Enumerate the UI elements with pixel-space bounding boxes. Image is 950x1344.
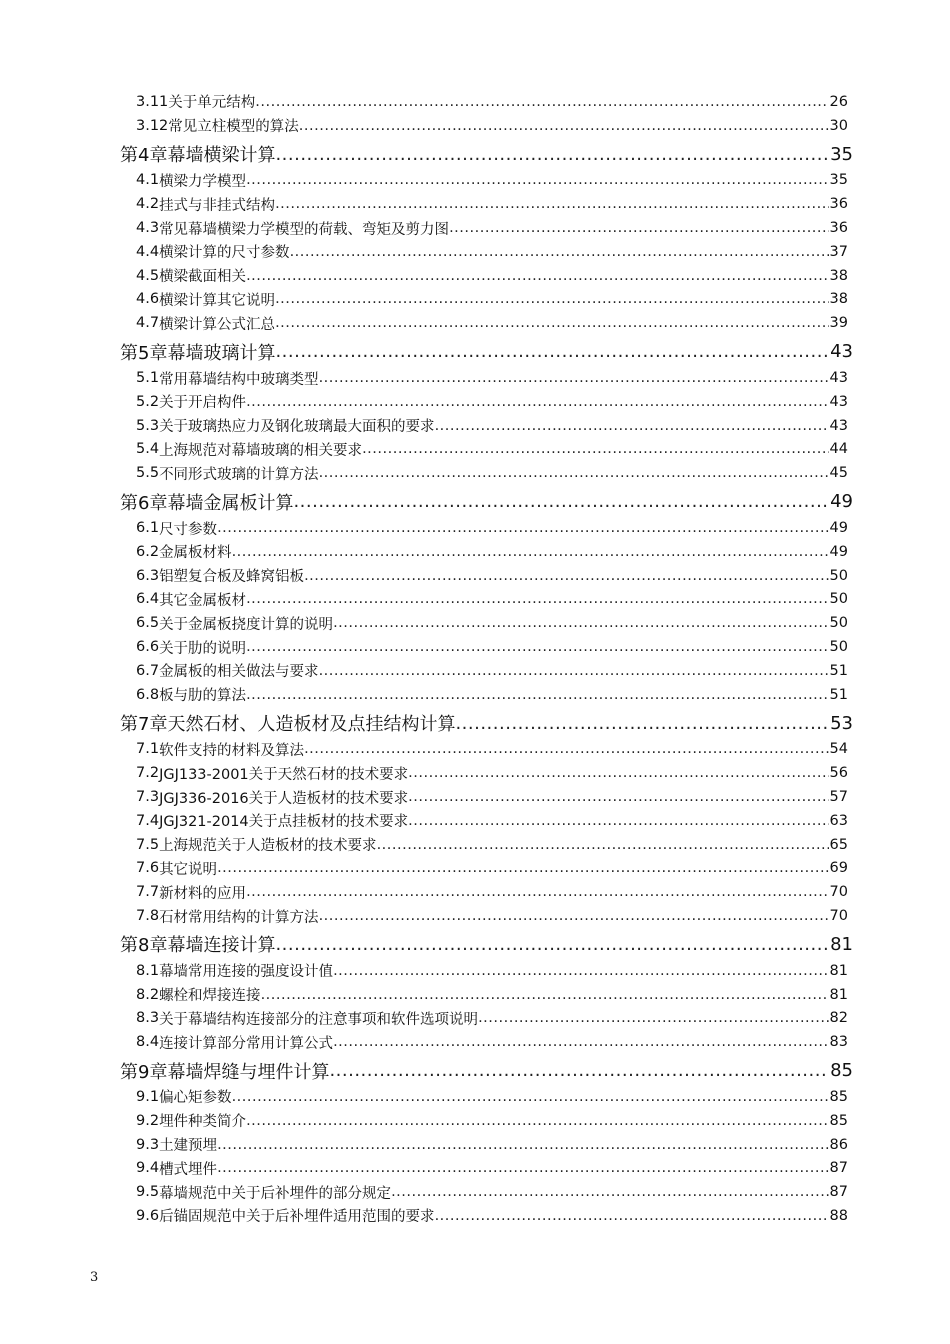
toc-entry-number: 4.6 (136, 291, 160, 308)
toc-dot-leader (304, 741, 828, 757)
toc-entry-title: 常见立柱模型的算法 (168, 119, 299, 136)
toc-section-entry[interactable] (0, 738, 848, 762)
toc-entry-page: 50 (829, 591, 848, 608)
toc-entry-title: JGJ321-2014关于点挂板材的技术要求 (159, 814, 409, 831)
toc-entry-page: 43 (829, 393, 848, 410)
toc-dot-leader (217, 1137, 828, 1153)
toc-section-entry[interactable] (0, 169, 848, 193)
toc-section-entry[interactable] (0, 659, 848, 683)
toc-dot-leader (217, 860, 828, 876)
toc-entry-number: 9.4 (136, 1160, 160, 1177)
toc-entry-page: 69 (829, 860, 848, 877)
toc-entry-number: 4.7 (136, 315, 160, 332)
toc-entry-title: 后锚固规范中关于后补埋件适用范围的要求 (159, 1209, 435, 1226)
toc-entry-number: 9.3 (136, 1136, 160, 1153)
toc-entry-page: 82 (829, 1010, 848, 1027)
toc-chapter-entry[interactable] (0, 928, 853, 959)
toc-section-entry[interactable] (0, 809, 848, 833)
toc-entry-title: 上海规范关于人造板材的技术要求 (159, 838, 377, 855)
toc-section-entry[interactable] (0, 192, 848, 216)
toc-dot-leader (246, 394, 828, 410)
toc-section-entry[interactable] (0, 1007, 848, 1031)
toc-entry-page: 38 (829, 291, 848, 308)
page-number: 3 (90, 1270, 99, 1285)
toc-entry-title: JGJ133-2001关于天然石材的技术要求 (159, 766, 409, 783)
toc-entry-number: 7.6 (136, 860, 160, 877)
toc-entry-number: 8.3 (136, 1010, 160, 1027)
toc-entry-number: 9.1 (136, 1088, 160, 1105)
toc-entry-page: 88 (829, 1207, 848, 1224)
toc-entry-page: 36 (829, 220, 848, 237)
toc-dot-leader (299, 118, 829, 134)
toc-dot-leader (319, 370, 829, 386)
toc-entry-page: 53 (830, 712, 853, 734)
toc-entry-number: 7.8 (136, 908, 160, 924)
toc-entry-number: 6.1 (136, 520, 160, 537)
toc-section-entry[interactable] (0, 1109, 848, 1133)
toc-entry-page: 51 (829, 662, 848, 679)
toc-dot-leader (293, 491, 829, 512)
toc-entry-number: 3.12 (136, 117, 169, 134)
toc-dot-leader (333, 1034, 828, 1050)
toc-dot-leader (391, 1184, 828, 1200)
toc-entry-number: 6.3 (136, 567, 160, 584)
toc-entry-number: 5.5 (136, 465, 160, 482)
toc-chapter-entry[interactable] (0, 707, 853, 738)
toc-entry-number: 5.2 (136, 393, 160, 410)
toc-dot-leader (275, 196, 828, 212)
toc-section-entry[interactable] (0, 366, 848, 390)
toc-entry-number: 第5章 (120, 342, 168, 364)
toc-section-entry[interactable] (0, 564, 848, 588)
toc-dot-leader (377, 837, 829, 853)
toc-entry-title: 金属板的相关做法与要求 (159, 664, 319, 681)
toc-entry-title: 关于幕墙结构连接部分的注意事项和软件选项说明 (159, 1011, 479, 1028)
toc-entry-number: 6.2 (136, 543, 160, 560)
toc-entry-title: 关于开启构件 (159, 395, 247, 412)
toc-dot-leader (478, 1010, 828, 1026)
toc-entry-number: 第4章 (120, 145, 168, 167)
toc-dot-leader (333, 963, 828, 979)
toc-entry-number: 7.2 (136, 765, 160, 782)
toc-entry-page: 43 (829, 417, 848, 434)
toc-dot-leader (246, 268, 828, 284)
toc-entry-title: 尺寸参数 (159, 521, 218, 538)
toc-entry-page: 49 (830, 491, 853, 513)
toc-entry-page: 65 (829, 836, 848, 853)
toc-entry-title: 常见幕墙横梁力学模型的荷载、弯矩及剪力图 (159, 221, 450, 238)
toc-entry-page: 30 (829, 117, 848, 134)
toc-entry-title: 横梁计算其它说明 (159, 292, 276, 309)
toc-section-entry[interactable] (0, 833, 848, 857)
toc-dot-leader (304, 568, 828, 584)
toc-entry-number: 9.6 (136, 1207, 160, 1224)
toc-entry-number: 4.4 (136, 243, 160, 260)
toc-entry-page: 70 (829, 884, 848, 901)
toc-dot-leader (435, 418, 829, 434)
toc-entry-title: 土建预埋 (159, 1138, 218, 1155)
toc-chapter-entry[interactable] (0, 335, 853, 366)
toc-entry-page: 63 (829, 812, 848, 829)
toc-dot-leader (449, 220, 828, 236)
toc-entry-title: 槽式埋件 (159, 1161, 218, 1178)
toc-entry-title: 关于肋的说明 (159, 640, 247, 657)
toc-entry-page: 85 (829, 1112, 848, 1129)
toc-entry-number: 6.6 (136, 639, 160, 656)
toc-entry-number: 4.3 (136, 220, 160, 237)
toc-entry-number: 6.8 (136, 686, 160, 703)
toc-entry-number: 6.7 (136, 662, 160, 679)
toc-entry-page: 43 (829, 370, 848, 387)
toc-dot-leader (246, 591, 828, 607)
toc-chapter-entry[interactable] (0, 138, 853, 169)
toc-dot-leader (246, 172, 828, 188)
toc-entry-number: 第9章 (120, 1061, 168, 1083)
toc-section-entry[interactable] (0, 635, 848, 659)
toc-section-entry[interactable] (0, 1030, 848, 1054)
toc-entry-number: 4.5 (136, 267, 160, 284)
toc-entry-title: 不同形式玻璃的计算方法 (159, 466, 319, 483)
toc-entry-page: 49 (829, 520, 848, 537)
toc-entry-title: JGJ336-2016关于人造板材的技术要求 (159, 790, 409, 807)
toc-entry-number: 7.1 (136, 741, 160, 758)
toc-dot-leader (246, 639, 828, 655)
toc-section-entry[interactable] (0, 857, 848, 881)
toc-entry-number: 6.4 (136, 591, 160, 608)
toc-section-entry[interactable] (0, 288, 848, 312)
toc-entry-number: 9.5 (136, 1184, 160, 1201)
toc-section-entry[interactable] (0, 588, 848, 612)
toc-entry-number: 8.1 (136, 962, 160, 979)
toc-section-entry[interactable] (0, 880, 848, 904)
toc-entry-number: 第7章 (120, 714, 168, 736)
toc-dot-leader (435, 1208, 829, 1224)
toc-entry-title: 其它金属板材 (159, 592, 247, 609)
toc-dot-leader (333, 615, 828, 631)
toc-entry-page: 81 (829, 986, 848, 1003)
toc-entry-number: 3.11 (136, 93, 169, 110)
toc-dot-leader (408, 789, 828, 805)
toc-dot-leader (217, 520, 828, 536)
toc-entry-page: 39 (829, 315, 848, 332)
toc-entry-page: 86 (829, 1136, 848, 1153)
toc-entry-title: 横梁力学模型 (159, 173, 247, 190)
toc-entry-title: 常用幕墙结构中玻璃类型 (159, 371, 319, 388)
toc-section-entry[interactable] (0, 414, 848, 438)
toc-entry-page: 45 (829, 465, 848, 482)
toc-entry-page: 38 (829, 267, 848, 284)
toc-entry-page: 81 (829, 962, 848, 979)
toc-section-entry[interactable] (0, 540, 848, 564)
toc-entry-title: 关于单元结构 (168, 95, 256, 112)
toc-entry-title: 关于金属板挠度计算的说明 (159, 616, 334, 633)
toc-entry-number: 5.3 (136, 417, 160, 434)
toc-dot-leader (275, 144, 829, 165)
toc-entry-page: 36 (829, 196, 848, 213)
toc-dot-leader (290, 244, 829, 260)
toc-entry-title: 挂式与非挂式结构 (159, 197, 276, 214)
toc-entry-title: 幕墙金属板计算 (167, 492, 294, 514)
toc-dot-leader (275, 291, 828, 307)
toc-section-entry[interactable] (0, 611, 848, 635)
toc-section-entry[interactable] (0, 1180, 848, 1204)
toc-entry-page: 81 (830, 933, 853, 955)
toc-dot-leader (232, 1089, 829, 1105)
toc-section-entry[interactable] (0, 438, 848, 462)
toc-entry-page: 49 (829, 543, 848, 560)
toc-entry-page: 35 (829, 172, 848, 189)
toc-entry-page: 35 (830, 143, 853, 165)
toc-entry-title: 横梁计算的尺寸参数 (159, 245, 290, 262)
toc-section-entry[interactable] (0, 461, 848, 485)
toc-entry-title: 连接计算部分常用计算公式 (159, 1035, 334, 1052)
toc-dot-leader (319, 663, 829, 679)
toc-entry-number: 4.1 (136, 172, 160, 189)
toc-entry-title: 金属板材料 (159, 545, 232, 562)
toc-dot-leader (408, 765, 828, 781)
toc-entry-number: 6.5 (136, 615, 160, 632)
toc-section-entry[interactable] (0, 114, 848, 138)
toc-entry-title: 偏心矩参数 (159, 1090, 232, 1107)
toc-dot-leader (275, 934, 829, 955)
toc-dot-leader (217, 1160, 828, 1176)
toc-entry-page: 50 (829, 567, 848, 584)
toc-dot-leader (232, 544, 829, 560)
toc-chapter-entry[interactable] (0, 1054, 853, 1085)
toc-entry-number: 8.2 (136, 986, 160, 1003)
toc-entry-page: 83 (829, 1034, 848, 1051)
toc-entry-number: 5.1 (136, 370, 160, 387)
toc-dot-leader (246, 884, 828, 900)
toc-entry-number: 9.2 (136, 1112, 160, 1129)
toc-dot-leader (246, 1113, 828, 1129)
toc-section-entry[interactable] (0, 216, 848, 240)
toc-entry-number: 5.4 (136, 441, 160, 458)
toc-entry-title: 幕墙规范中关于后补埋件的部分规定 (159, 1185, 392, 1202)
toc-section-entry[interactable] (0, 1204, 848, 1228)
toc-dot-leader (275, 315, 828, 331)
toc-section-entry[interactable] (0, 240, 848, 264)
toc-entry-page: 37 (829, 243, 848, 260)
toc-dot-leader (408, 813, 828, 829)
toc-entry-title: 横梁截面相关 (159, 269, 247, 286)
toc-entry-title: 铝塑复合板及蜂窝铝板 (159, 569, 305, 586)
toc-entry-page: 51 (829, 686, 848, 703)
toc-entry-page: 50 (829, 639, 848, 656)
toc-entry-title: 新材料的应用 (159, 885, 247, 902)
toc-entry-page: 56 (829, 765, 848, 782)
toc-section-entry[interactable] (0, 264, 848, 288)
toc-entry-title: 幕墙焊缝与埋件计算 (167, 1061, 330, 1083)
toc-section-entry[interactable] (0, 516, 848, 540)
toc-entry-title: 埋件种类简介 (159, 1114, 247, 1131)
toc-section-entry[interactable] (0, 785, 848, 809)
toc-entry-title: 横梁计算公式汇总 (159, 316, 276, 333)
toc-entry-page: 70 (829, 908, 848, 924)
toc-section-entry[interactable] (0, 1133, 848, 1157)
toc-entry-title: 板与肋的算法 (159, 688, 247, 705)
toc-section-entry[interactable] (0, 311, 848, 335)
toc-entry-number: 8.4 (136, 1034, 160, 1051)
toc-dot-leader (255, 94, 828, 110)
toc-entry-title: 天然石材、人造板材及点挂结构计算 (167, 714, 456, 736)
toc-entry-page: 44 (829, 441, 848, 458)
toc-entry-title: 螺栓和焊接连接 (159, 988, 261, 1005)
toc-dot-leader (329, 1060, 829, 1081)
toc-section-entry[interactable] (0, 983, 848, 1007)
toc-entry-page: 87 (829, 1184, 848, 1201)
toc-entry-page: 85 (830, 1060, 853, 1082)
toc-dot-leader (261, 987, 829, 1003)
toc-section-entry[interactable] (0, 390, 848, 414)
toc-dot-leader (246, 687, 828, 703)
toc-dot-leader (275, 341, 829, 362)
toc-entry-title: 幕墙连接计算 (167, 935, 276, 957)
toc-dot-leader (319, 465, 829, 481)
toc-section-entry[interactable] (0, 90, 848, 114)
toc-section-entry[interactable] (0, 904, 848, 928)
toc-entry-page: 57 (829, 789, 848, 806)
toc-section-entry[interactable] (0, 683, 848, 707)
toc-entry-page: 43 (830, 341, 853, 363)
toc-entry-title: 石材常用结构的计算方法 (159, 909, 319, 926)
toc-chapter-entry[interactable] (0, 485, 853, 516)
toc-entry-number: 7.7 (136, 884, 160, 901)
toc-entry-number: 7.5 (136, 836, 160, 853)
toc-entry-title: 软件支持的材料及算法 (159, 742, 305, 759)
table-of-contents (0, 90, 950, 1228)
toc-entry-title: 上海规范对幕墙玻璃的相关要求 (159, 442, 363, 459)
toc-entry-title: 幕墙横梁计算 (167, 145, 276, 167)
toc-dot-leader (319, 908, 829, 924)
toc-section-entry[interactable] (0, 1156, 848, 1180)
toc-dot-leader (455, 713, 829, 734)
toc-entry-title: 幕墙常用连接的强度设计值 (159, 964, 334, 981)
toc-dot-leader (362, 441, 828, 457)
toc-section-entry[interactable] (0, 1085, 848, 1109)
toc-entry-number: 7.4 (136, 812, 160, 829)
toc-entry-number: 4.2 (136, 196, 160, 213)
toc-entry-page: 85 (829, 1088, 848, 1105)
toc-entry-page: 26 (829, 93, 848, 110)
toc-entry-number: 7.3 (136, 789, 160, 806)
toc-entry-page: 54 (829, 741, 848, 758)
toc-entry-title: 关于玻璃热应力及钢化玻璃最大面积的要求 (159, 419, 435, 436)
toc-entry-number: 第8章 (120, 935, 168, 957)
toc-entry-title: 幕墙玻璃计算 (167, 342, 276, 364)
toc-entry-title: 其它说明 (159, 861, 218, 878)
toc-entry-page: 50 (829, 615, 848, 632)
toc-section-entry[interactable] (0, 761, 848, 785)
toc-section-entry[interactable] (0, 959, 848, 983)
toc-entry-number: 第6章 (120, 492, 168, 514)
toc-entry-page: 87 (829, 1160, 848, 1177)
